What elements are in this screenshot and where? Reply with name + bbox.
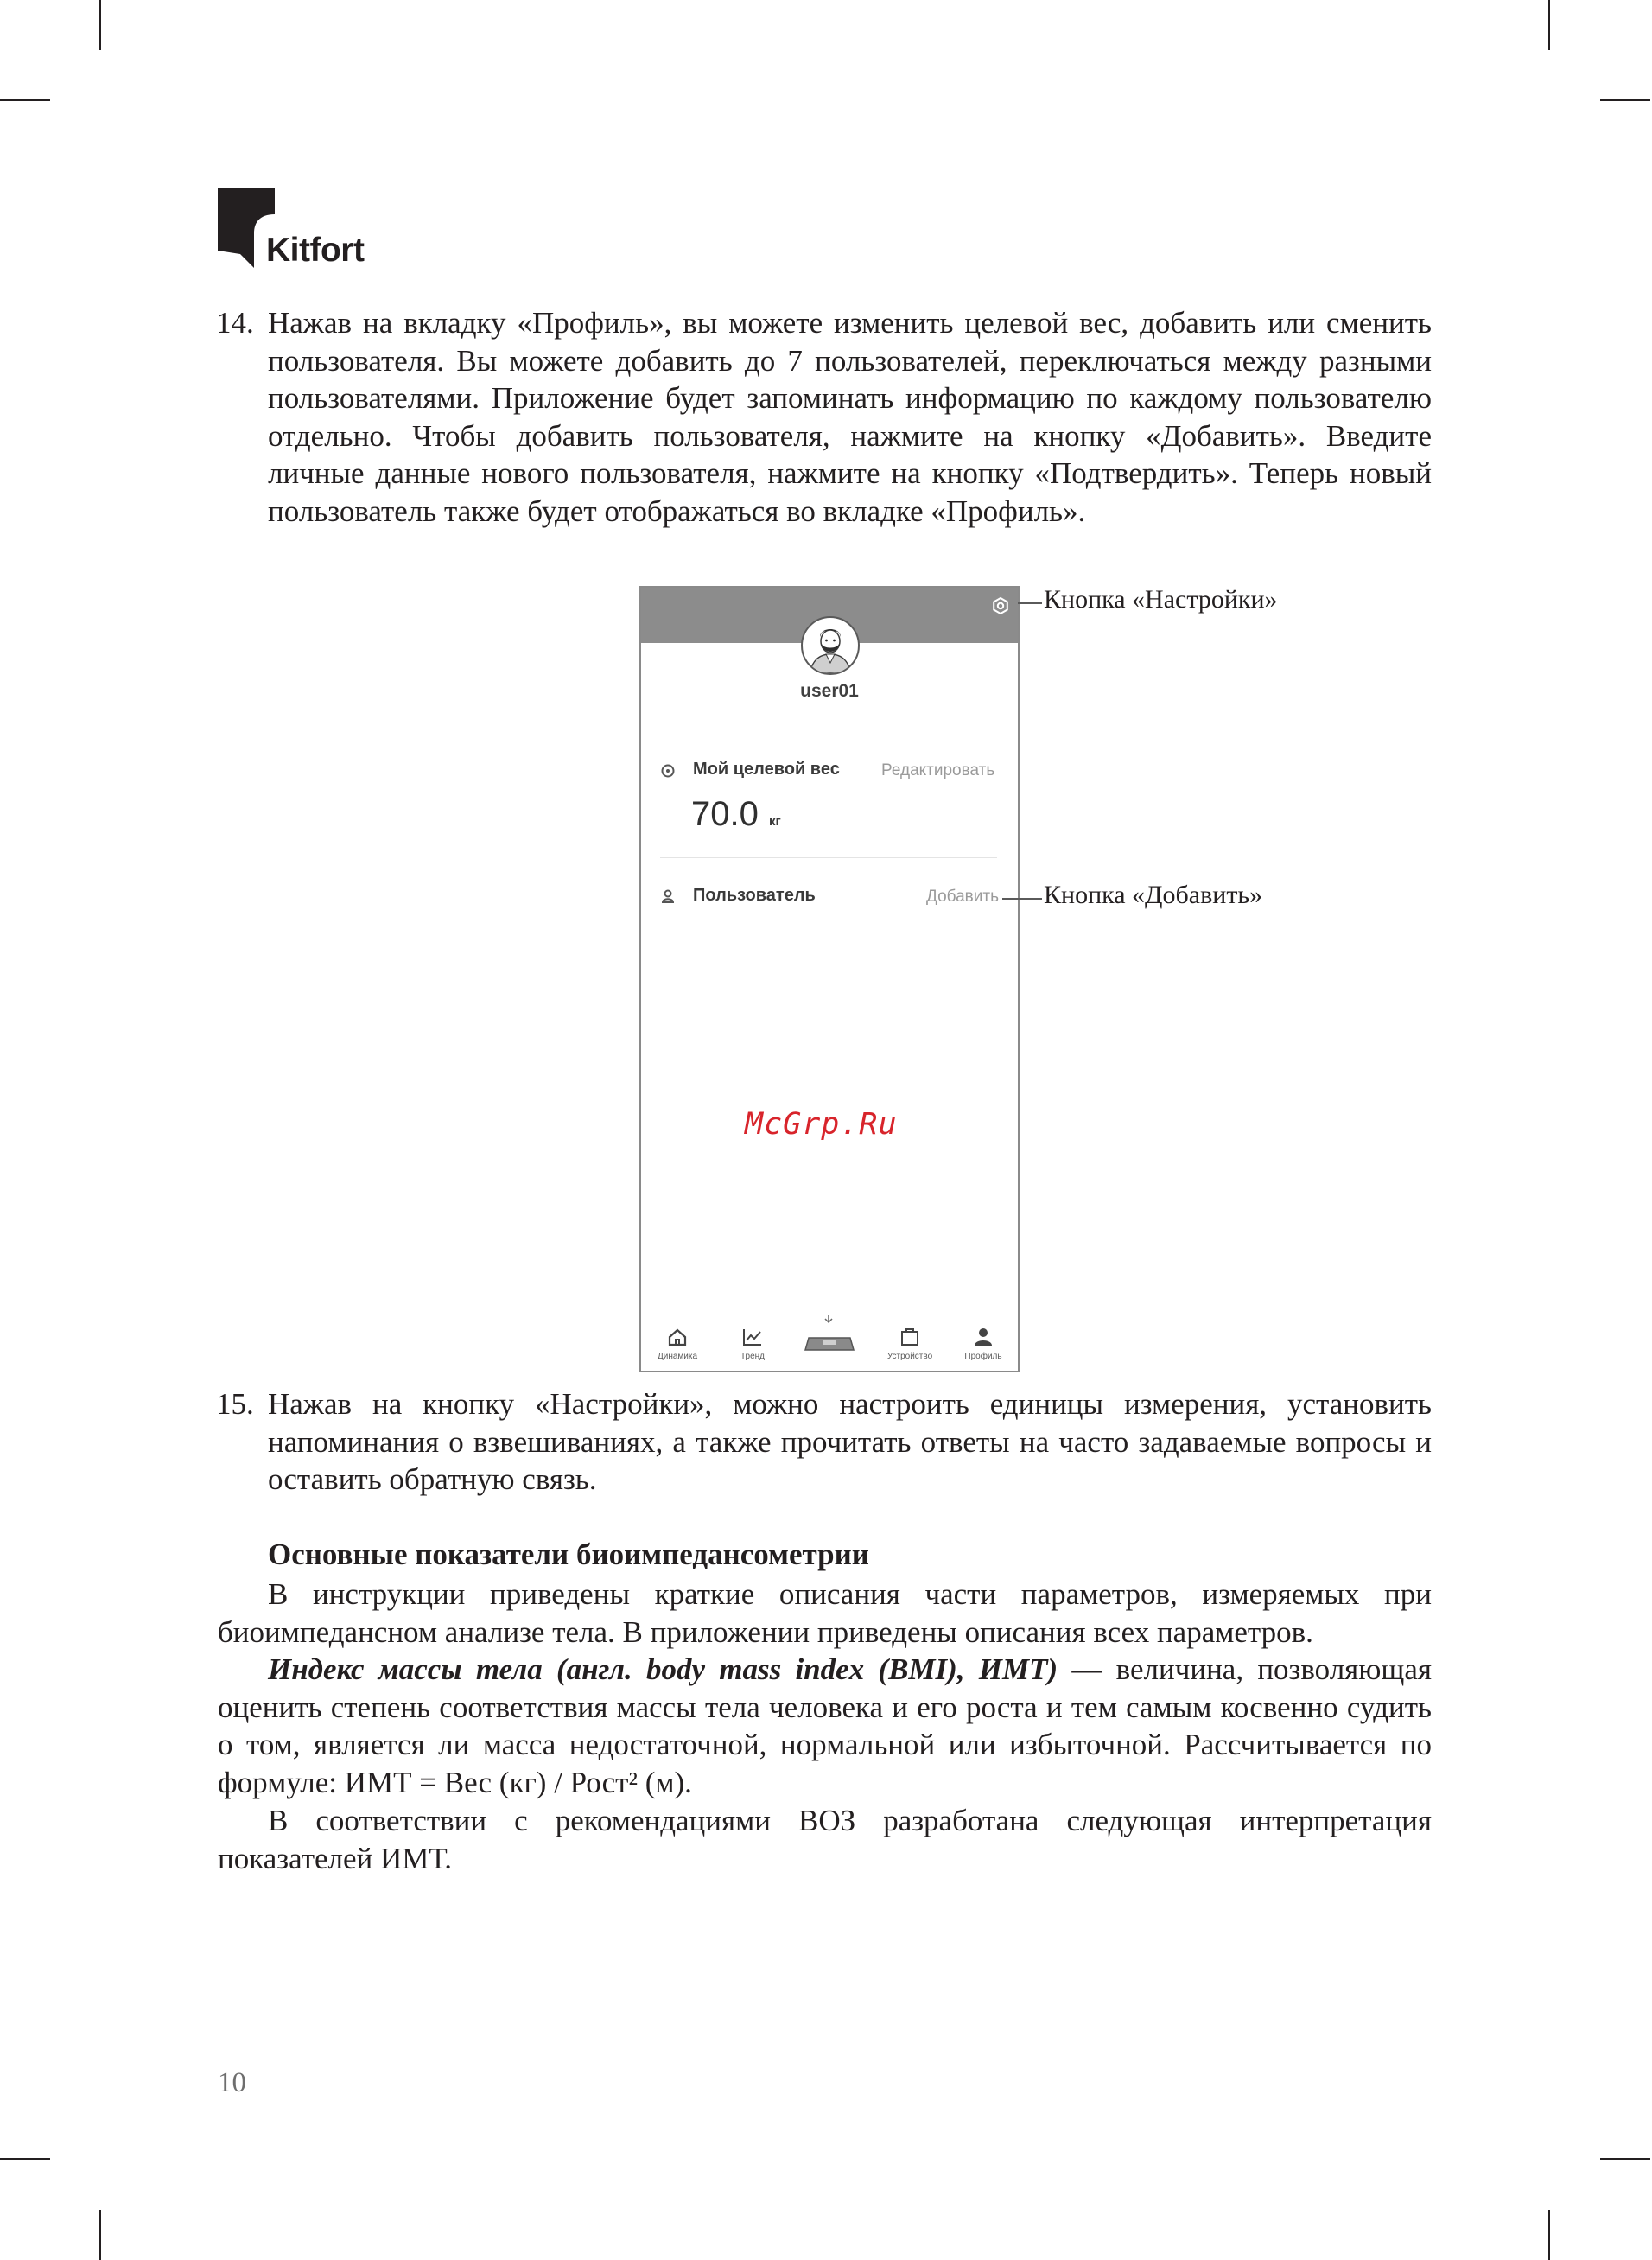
divider xyxy=(660,857,997,858)
chart-line-icon[interactable] xyxy=(742,1327,763,1346)
crop-mark xyxy=(1548,2210,1550,2260)
brand-name: Kitfort xyxy=(266,232,365,269)
nav-device[interactable]: Устройство xyxy=(886,1352,933,1361)
avatar[interactable] xyxy=(801,616,860,675)
section-intro: В инструкции приведены краткие описания части параметров, измеряемых при биоимпедансном анализе тела. В приложении приведены описания всех параметров. xyxy=(218,1577,1432,1649)
bmi-term: Индекс массы тела (англ. body mass index (BMI), ИМТ) xyxy=(268,1652,1058,1686)
callout-leader-line xyxy=(1002,898,1042,900)
page-number: 10 xyxy=(218,2067,246,2098)
item-number: 15. xyxy=(216,1387,254,1421)
home-icon[interactable] xyxy=(667,1327,688,1346)
kitfort-logo xyxy=(218,188,391,275)
crop-mark xyxy=(1548,0,1550,50)
target-icon xyxy=(660,763,676,779)
target-weight-value: 70.0 xyxy=(691,795,759,833)
gear-icon[interactable] xyxy=(991,596,1010,615)
item-number: 14. xyxy=(216,306,254,340)
device-icon[interactable] xyxy=(899,1327,920,1346)
crop-mark xyxy=(99,0,101,50)
add-user-button[interactable]: Добавить xyxy=(926,888,999,906)
app-screenshot xyxy=(639,586,1020,1372)
target-weight-label: Мой целевой вес xyxy=(693,760,840,779)
user-avatar-icon xyxy=(803,618,858,673)
target-weight-unit: кг xyxy=(769,814,781,829)
nav-dynamics[interactable]: Динамика xyxy=(657,1352,698,1361)
edit-target-weight-button[interactable]: Редактировать xyxy=(881,761,995,780)
add-callout: Кнопка «Добавить» xyxy=(1044,881,1263,909)
scale-icon[interactable] xyxy=(804,1333,855,1353)
crop-mark xyxy=(1600,2158,1650,2160)
profile-icon[interactable] xyxy=(973,1327,994,1347)
who-paragraph: В соответствии с рекомендациями ВОЗ разработана следующая интерпретация показателей ИМТ. xyxy=(218,1804,1432,1875)
bmi-paragraph xyxy=(218,1651,1432,1801)
watermark: McGrp.Ru xyxy=(745,1107,898,1142)
bmi-text: — величина, позволяющая оценить степень соответствия массы тела человека и его роста и тем самым косвенно судить о том, является ли масса недостаточной, нормальной или избыточной. Рассчитывается по формуле: ИМТ = Вес (кг) / Рост² (м). xyxy=(218,1652,1433,1799)
section-heading: Основные показатели биоимпедансометрии xyxy=(268,1537,869,1571)
nav-profile[interactable]: Профиль xyxy=(964,1352,1002,1361)
callout-leader-line xyxy=(1018,602,1042,604)
settings-callout: Кнопка «Настройки» xyxy=(1044,585,1278,614)
item-text: Нажав на кнопку «Настройки», можно настроить единицы измерения, установить напоминания о взвешиваниях, а также прочитать ответы на часто задаваемые вопросы и оставить обратную связь. xyxy=(268,1387,1432,1497)
arrow-down-icon xyxy=(824,1314,833,1324)
item-text: Нажав на вкладку «Профиль», вы можете изменить целевой вес, добавить или сменить пользователя. Вы можете добавить до 7 пользователей, переключаться между разными пользователями. Приложение будет запоминать информацию по каждому пользователю отдельно. Чтобы добавить пользователя, нажмите на кнопку «Добавить». Введите личные данные нового пользователя, нажмите на кнопку «Подтвердить». Теперь новый пользователь также будет отображаться во вкладке «Профиль». xyxy=(268,306,1432,528)
user-icon xyxy=(660,888,676,904)
crop-mark xyxy=(0,99,50,101)
instruction-item-14 xyxy=(216,304,1432,531)
user-section-label: Пользователь xyxy=(693,886,816,905)
instruction-item-15 xyxy=(216,1385,1432,1499)
nav-trend[interactable]: Тренд xyxy=(740,1352,766,1361)
crop-mark xyxy=(1600,99,1650,101)
crop-mark xyxy=(0,2158,50,2160)
username: user01 xyxy=(800,681,859,701)
crop-mark xyxy=(99,2210,101,2260)
